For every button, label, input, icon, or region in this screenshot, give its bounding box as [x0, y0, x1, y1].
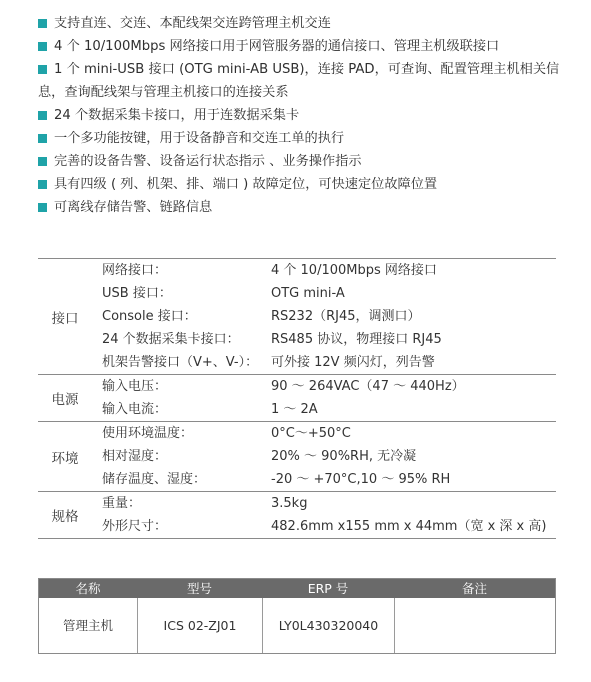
- spec-value: 1 ～ 2A: [271, 402, 318, 417]
- spec-value: OTG mini-A: [271, 286, 345, 301]
- spec-value: 可外接 12V 频闪灯，列告警: [271, 355, 435, 370]
- spec-label: 网络接口：: [102, 263, 168, 278]
- feature-item: 支持直连、交连、本配线架交连跨管理主机交连: [38, 12, 578, 35]
- cell-erp: LY0L430320040: [262, 598, 394, 653]
- spec-group-title: 接口: [51, 310, 79, 327]
- spec-value: 4 个 10/100Mbps 网络接口: [271, 263, 437, 278]
- square-bullet-icon: [38, 42, 47, 51]
- header-cell-name: 名称: [75, 581, 101, 596]
- spec-group-interface: [38, 259, 556, 375]
- spec-group-environment: [38, 422, 556, 492]
- square-bullet-icon: [38, 180, 47, 189]
- spec-row: [38, 351, 556, 374]
- spec-group-power: [38, 375, 556, 422]
- feature-item: 完善的设备告警、设备运行状态指示 、业务操作指示: [38, 150, 578, 173]
- spec-group-title: 电源: [51, 392, 79, 408]
- spec-row: [38, 515, 556, 538]
- cell-name: 管理主机: [62, 618, 113, 633]
- spec-value: 0°C～+50°C: [271, 426, 351, 441]
- spec-value: 90 ～ 264VAC（47 ～ 440Hz）: [271, 379, 465, 394]
- spec-row: [38, 375, 556, 398]
- spec-row: [38, 305, 556, 328]
- feature-item: 一个多功能按键，用于设备静音和交连工单的执行: [38, 127, 578, 150]
- feature-item: 可离线存储告警、链路信息: [38, 196, 578, 219]
- spec-label: Console 接口：: [102, 309, 197, 324]
- spec-group-title: 环境: [51, 450, 79, 467]
- spec-label: 机架告警接口（V+、V-）：: [102, 355, 259, 370]
- square-bullet-icon: [38, 203, 47, 212]
- cell-model: ICS 02-ZJ01: [137, 598, 262, 653]
- spec-value: 3.5kg: [271, 496, 308, 511]
- feature-item: 具有四级 ( 列、机架、排、端口 ) 故障定位，可快速定位故障位置: [38, 173, 578, 196]
- square-bullet-icon: [38, 19, 47, 28]
- order-table: [38, 578, 556, 654]
- feature-item: 4 个 10/100Mbps 网络接口用于网管服务器的通信接口、管理主机级联接口: [38, 35, 578, 58]
- spec-row: [38, 282, 556, 305]
- spec-row: [38, 259, 556, 282]
- square-bullet-icon: [38, 157, 47, 166]
- spec-value: RS485 协议，物理接口 RJ45: [271, 332, 442, 347]
- spec-table: [38, 258, 556, 539]
- order-table-header: [39, 579, 555, 598]
- spec-label: 外形尺寸：: [102, 519, 168, 534]
- spec-row: [38, 398, 556, 421]
- header-cell-model: 型号: [186, 581, 212, 596]
- spec-value: 20% ～ 90%RH, 无冷凝: [271, 449, 417, 464]
- spec-label: 使用环境温度：: [102, 426, 194, 441]
- spec-label: 相对湿度：: [102, 449, 168, 464]
- spec-row: [38, 422, 556, 445]
- spec-value: 482.6mm x155 mm x 44mm（宽 x 深 x 高): [271, 519, 547, 534]
- spec-row: [38, 445, 556, 468]
- header-cell-erp: ERP 号: [307, 581, 349, 596]
- spec-label: 重量：: [102, 496, 142, 511]
- spec-label: USB 接口：: [102, 286, 172, 301]
- spec-label: 储存温度、湿度：: [102, 472, 207, 487]
- header-cell-remark: 备注: [461, 581, 487, 596]
- spec-group-dimensions: [38, 492, 556, 539]
- spec-row: [38, 328, 556, 351]
- spec-value: RS232（RJ45，调测口）: [271, 309, 421, 324]
- spec-label: 输入电流：: [102, 402, 168, 417]
- square-bullet-icon: [38, 111, 47, 120]
- cell-remark: [394, 598, 555, 653]
- square-bullet-icon: [38, 134, 47, 143]
- spec-group-title: 规格: [51, 509, 79, 525]
- spec-row: [38, 468, 556, 491]
- spec-value: -20 ～ +70°C,10 ～ 95% RH: [271, 472, 451, 487]
- feature-item: 1 个 mini-USB 接口 (OTG mini-AB USB)，连接 PAD，可查询、配置管理主机相关信息，查询配线架与管理主机接口的连接关系: [38, 62, 560, 100]
- spec-label: 24 个数据采集卡接口：: [102, 332, 240, 347]
- spec-row: [38, 492, 556, 515]
- feature-list: [38, 12, 578, 219]
- spec-label: 输入电压：: [102, 379, 168, 394]
- square-bullet-icon: [38, 65, 47, 74]
- feature-item: 24 个数据采集卡接口，用于连数据采集卡: [38, 104, 578, 127]
